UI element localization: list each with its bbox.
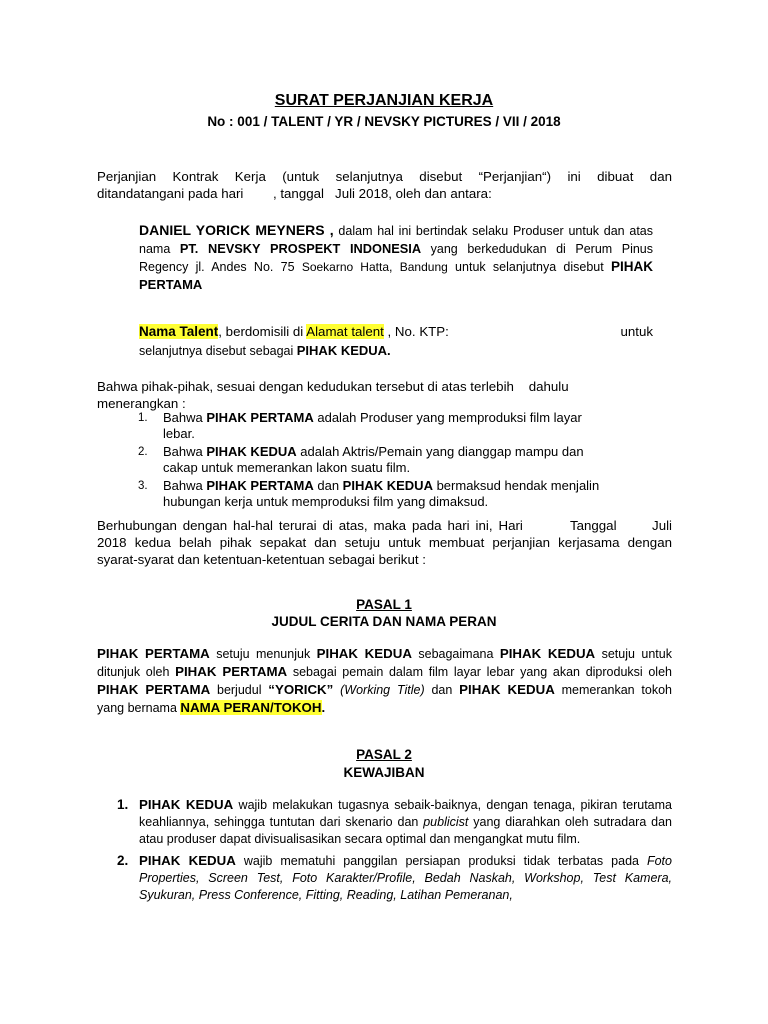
party-label: PIHAK PERTAMA xyxy=(97,646,210,661)
pasal-1-text: . xyxy=(321,700,326,715)
list-item-party: PIHAK KEDUA xyxy=(206,444,297,459)
berhubungan-line-1: Berhubungan dengan hal-hal terurai di atas, maka pada hari ini, Hari Tanggal Juli xyxy=(97,518,672,533)
pasal-2-subheading: KEWAJIBAN xyxy=(343,765,425,780)
pasal-1-text: setuju untuk xyxy=(595,647,672,661)
berhubungan-line-3: syarat-syarat dan ketentuan-ketentuan sebagai berikut : xyxy=(97,552,426,567)
pasal-2-number: PASAL 2 xyxy=(356,747,412,762)
list-item-party: PIHAK PERTAMA xyxy=(206,478,314,493)
pasal-2-heading xyxy=(0,747,768,762)
list-item-text: bermaksud hendak menjalin xyxy=(432,478,600,493)
document-title: SURAT PERJANJIAN KERJA xyxy=(274,92,494,109)
pihak-pertama-text-1: dalam hal ini bertindak selaku Produser untuk dan atas xyxy=(333,224,653,238)
pasal-1-text: sebagaimana xyxy=(411,647,500,661)
pasal-1-text: berjudul xyxy=(210,683,269,697)
street-name: Soekarno Hatta xyxy=(301,260,389,274)
list-item-number: 2. xyxy=(117,853,129,868)
bahwa-line-2: menerangkan : xyxy=(97,396,186,411)
list-item-party: PIHAK KEDUA xyxy=(342,478,433,493)
pihak-pertama-text-3c: , xyxy=(389,260,400,274)
company-name: PT. NEVSKY PROSPEKT INDONESIA xyxy=(179,241,422,256)
pihak-pertama-text-3a: Regency jl. Andes No. 75 xyxy=(139,260,302,274)
pihak-pertama-text-2a: nama xyxy=(139,242,180,256)
intro-paragraph xyxy=(97,168,672,202)
pasal-1-heading xyxy=(0,597,768,612)
party-label: PIHAK KEDUA xyxy=(139,853,236,868)
intro-line-2: ditandatangani pada hari , tanggal Juli 2018, oleh dan antara: xyxy=(97,186,492,201)
bahwa-paragraph xyxy=(97,378,607,412)
list-item xyxy=(117,852,672,904)
pihak-kedua-paragraph xyxy=(139,322,653,361)
pihak-kedua-text-2: , No. KTP: xyxy=(383,324,449,339)
pihak-pertama-text-3e: untuk selanjutnya disebut xyxy=(447,260,611,274)
party-label: PIHAK KEDUA xyxy=(316,646,412,661)
list-item-text: atau produser dapat divisualisasikan secara optimal dan mengangkat mutu film. xyxy=(139,832,581,846)
list-item-number: 1. xyxy=(138,412,148,424)
bahwa-list xyxy=(138,410,633,510)
party-label: PIHAK KEDUA xyxy=(459,682,555,697)
list-item xyxy=(138,410,633,442)
pasal-1-text: ditunjuk oleh xyxy=(97,665,176,679)
list-item-text: Foto xyxy=(646,854,672,868)
list-item-text: adalah Produser yang memproduksi film layar xyxy=(313,410,582,425)
list-item-text: wajib melakukan tugasnya sebaik-baiknya, dengan tenaga, pikiran terutama xyxy=(233,798,672,812)
berhubungan-line-2: 2018 kedua belah pihak sepakat dan setuju untuk membuat perjanjian kerjasama dengan xyxy=(97,535,672,550)
list-item-text: Syukuran, Press Conference, Fitting, Reading, Latihan Pemeranan, xyxy=(139,888,513,902)
list-item-text: yang diarahkan oleh sutradara dan xyxy=(468,815,672,829)
list-item-text: cakap untuk memerankan lakon suatu film. xyxy=(163,460,411,475)
bahwa-line-1: Bahwa pihak-pihak, sesuai dengan kedudukan tersebut di atas terlebih dahulu xyxy=(97,379,569,394)
list-item-number: 2. xyxy=(138,446,148,458)
list-item-text: Properties, Screen Test, Foto Karakter/Profile, Bedah Naskah, Workshop, Test Kamera, xyxy=(139,871,672,885)
working-title-note: (Working Title) xyxy=(333,683,425,697)
pasal-1-text: memerankan tokoh xyxy=(554,683,672,697)
document-number: No : 001 / TALENT / YR / NEVSKY PICTURES / VII / 2018 xyxy=(207,114,561,129)
talent-address-placeholder: Alamat talent xyxy=(306,324,384,339)
list-item-text: lebar. xyxy=(163,426,195,441)
party-label: PIHAK KEDUA xyxy=(499,646,596,661)
list-item-text: publicist xyxy=(423,815,469,829)
pihak-kedua-label: PIHAK KEDUA. xyxy=(296,343,391,358)
list-item-text: Bahwa xyxy=(163,410,207,425)
list-item-text: adalah Aktris/Pemain yang dianggap mampu dan xyxy=(296,444,584,459)
list-item xyxy=(117,796,672,848)
pasal-1-text: sebagai pemain dalam film layar lebar yang akan diproduksi oleh xyxy=(287,665,672,679)
list-item-text: keahliannya, sehingga tuntutan dari skenario dan xyxy=(139,815,424,829)
party-label: PIHAK PERTAMA xyxy=(97,682,211,697)
pihak-kedua-text-3: untuk xyxy=(620,324,653,339)
list-item-number: 1. xyxy=(117,797,129,812)
film-title: “YORICK” xyxy=(268,682,334,697)
pihak-pertama-text-2b: yang berkedudukan di Perum Pinus xyxy=(421,242,654,256)
berhubungan-paragraph xyxy=(97,517,672,568)
list-item-number: 3. xyxy=(138,480,148,492)
pasal-1-text: setuju menunjuk xyxy=(209,647,317,661)
list-item-text: hubungan kerja untuk memproduksi film yang dimaksud. xyxy=(163,494,489,509)
pihak-pertama-label-1: PIHAK xyxy=(610,259,653,274)
list-item xyxy=(138,444,633,476)
list-item-text: Bahwa xyxy=(163,478,207,493)
pasal-1-subheading: JUDUL CERITA DAN NAMA PERAN xyxy=(271,614,497,629)
pihak-pertama-name: DANIEL YORICK MEYNERS , xyxy=(139,222,334,238)
list-item-text: dan xyxy=(313,478,343,493)
list-item xyxy=(138,478,633,510)
pasal-1-text: yang bernama xyxy=(97,701,181,715)
pihak-pertama-label-2: PERTAMA xyxy=(139,277,203,292)
list-item-text: wajib mematuhi panggilan persiapan produksi tidak terbatas pada xyxy=(235,854,647,868)
party-label: PIHAK KEDUA xyxy=(139,797,234,812)
pihak-pertama-paragraph xyxy=(139,221,653,294)
city-name: Bandung xyxy=(399,260,448,274)
pihak-kedua-text-4: selanjutnya disebut sebagai xyxy=(139,344,297,358)
pasal-1-paragraph xyxy=(97,645,672,717)
list-item-party: PIHAK PERTAMA xyxy=(206,410,314,425)
pasal-1-number: PASAL 1 xyxy=(356,597,412,612)
pihak-kedua-text-1: , berdomisili di xyxy=(218,324,307,339)
role-name-placeholder: NAMA PERAN/TOKOH xyxy=(180,700,322,715)
talent-name-placeholder: Nama Talent xyxy=(139,324,219,339)
list-item-text: Bahwa xyxy=(163,444,207,459)
kewajiban-list xyxy=(117,796,672,904)
pasal-1-text: dan xyxy=(424,683,460,697)
party-label: PIHAK PERTAMA xyxy=(175,664,288,679)
intro-line-1: Perjanjian Kontrak Kerja (untuk selanjutnya disebut “Perjanjian“) ini dibuat dan xyxy=(97,169,672,184)
